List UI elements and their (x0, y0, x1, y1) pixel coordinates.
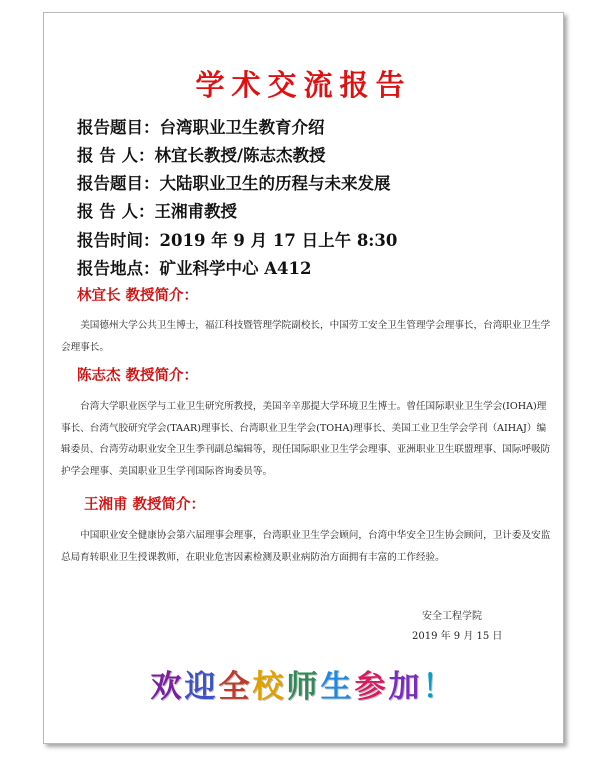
welcome-char: 迎 (184, 669, 219, 705)
welcome-char: 加 (388, 669, 423, 705)
welcome-char: 全 (218, 669, 253, 705)
welcome-char: 校 (252, 669, 287, 705)
bio-heading-chen: 陈志杰 教授简介： (77, 367, 199, 384)
bio-text-wang: 中国职业安全健康协会第六届理事会理事，台湾职业卫生学会顾问，台湾中华安全卫生协会顾问，卫计委及安监总局育转职业卫生授课教师，在职业危害因素检测及职业病防治方面拥有丰富的工作经验。 (61, 530, 551, 563)
welcome-char: 生 (320, 669, 355, 705)
poster-title: 学术交流报告 (195, 68, 412, 102)
info-speaker-2: 报 告 人：王湘甫教授 (77, 202, 237, 221)
bio-heading-wang: 王湘甫 教授简介： (84, 496, 206, 513)
welcome-char: 欢 (150, 669, 185, 705)
info-topic-2: 报告题目：大陆职业卫生的历程与未来发展 (77, 174, 391, 193)
signature-org: 安全工程学院 (422, 611, 482, 622)
info-topic-1: 报告题目：台湾职业卫生教育介绍 (77, 118, 325, 137)
bio-text-chen: 台湾大学职业医学与工业卫生研究所教授，美国辛辛那提大学环境卫生博士。曾任国际职业卫生学会(IOHA)理事长、台湾气胶研究学会(TAAR)理事长、台湾职业卫生学会(TOHA)理事长、美国工业卫生学会学刊（AIHAJ）编辑委员、台湾劳动职业安全卫生季刊副总编辑等，现任国际职业卫生学会理事、亚洲职业卫生联盟理事、国际呼吸防护学会理事、美国职业卫生学刊国际咨询委员等。 (61, 401, 551, 477)
info-time: 报告时间：2019 年 9 月 17 日上午 8:30 (77, 231, 398, 250)
bio-heading-lin: 林宜长 教授简介： (77, 287, 199, 304)
info-location: 报告地点：矿业科学中心 A412 (77, 259, 312, 278)
report-poster (43, 12, 564, 744)
welcome-char: 参 (354, 669, 389, 705)
bio-text-lin: 美国德州大学公共卫生博士，福江科技暨管理学院副校长，中国劳工安全卫生管理学会理事长，台湾职业卫生学会理事长。 (61, 320, 551, 353)
welcome-banner (44, 661, 563, 706)
info-speaker-1: 报 告 人：林宜长教授/陈志杰教授 (77, 146, 326, 165)
welcome-char: 师 (286, 669, 321, 705)
welcome-char: ！ (422, 669, 457, 705)
signature-date: 2019 年 9 月 15 日 (412, 631, 503, 642)
